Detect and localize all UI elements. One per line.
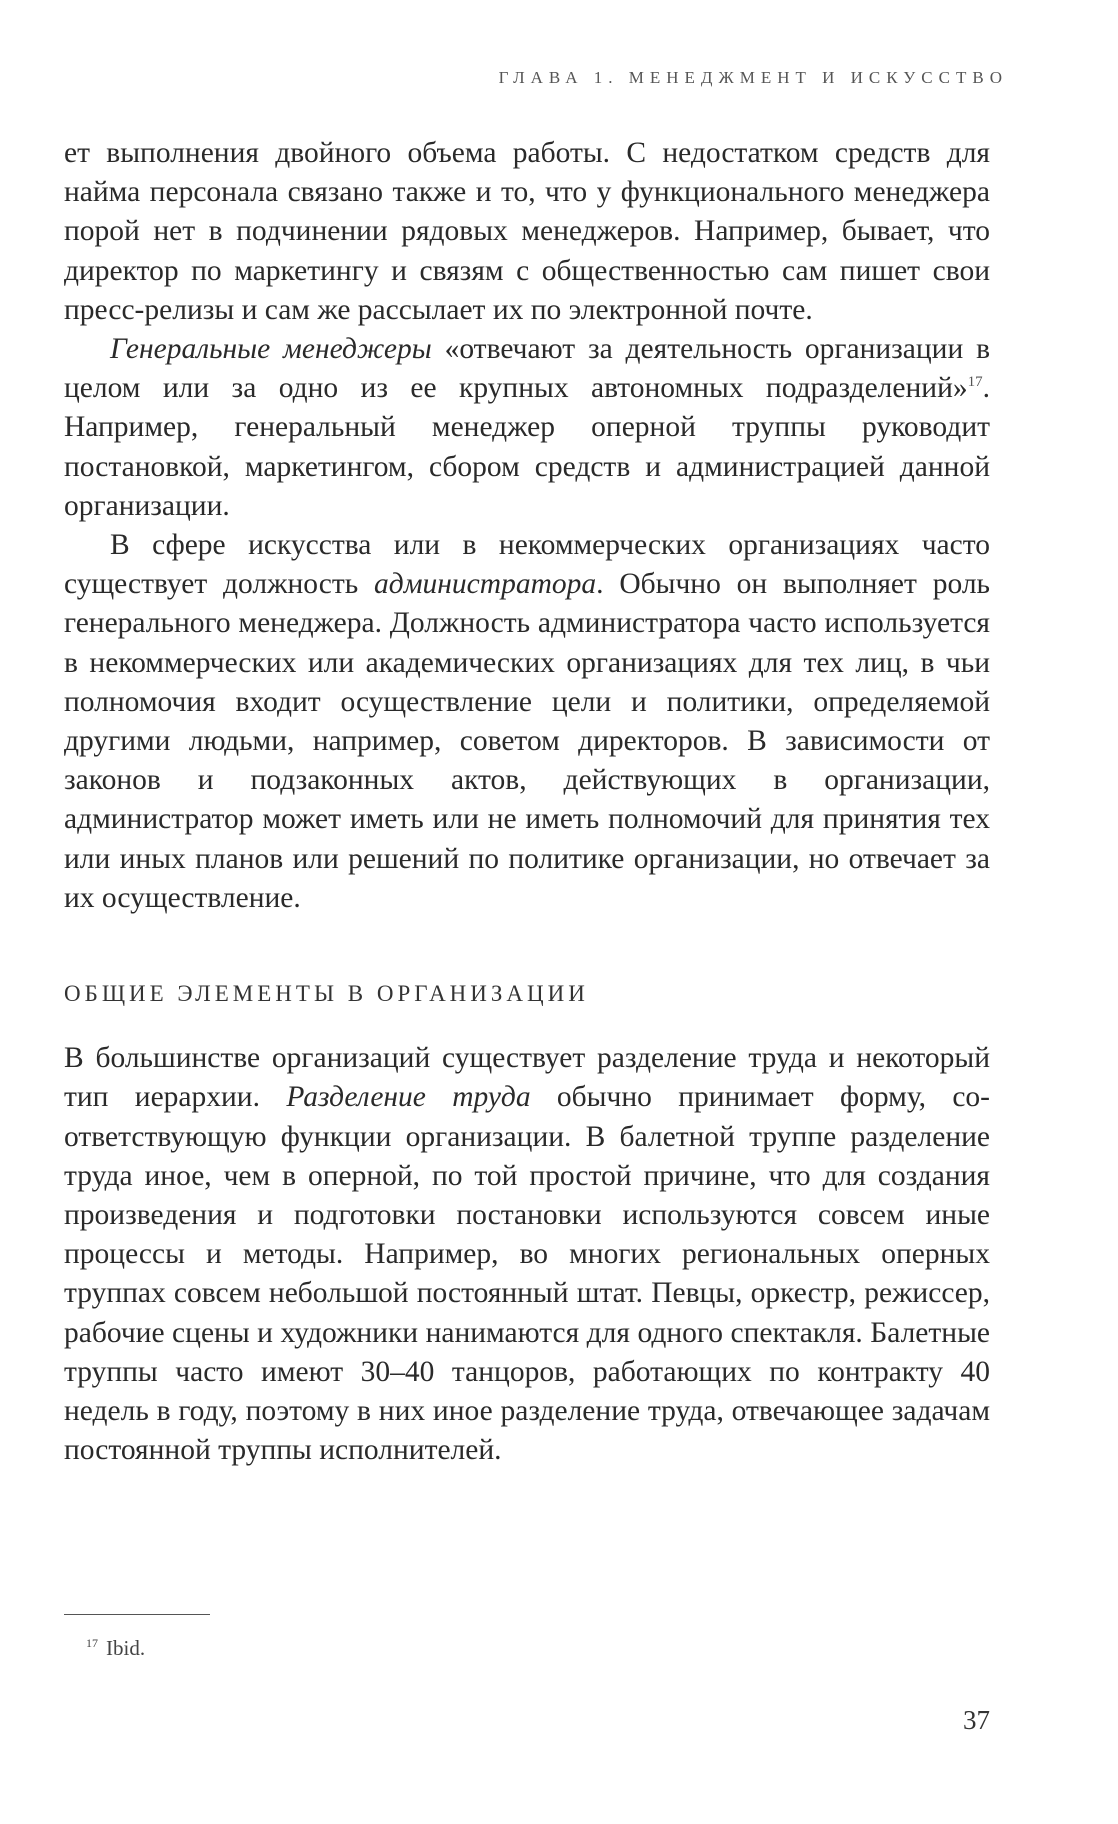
footnote-17 [86,1636,145,1661]
section-heading: ОБЩИЕ ЭЛЕМЕНТЫ В ОРГАНИЗАЦИИ [64,981,589,1007]
footnote-divider [64,1614,210,1615]
footnote-number: 17 [86,1636,98,1650]
paragraph-4-text-a: В большинстве организаций существует разделение труда и некоторый тип иерархии. [64,1042,990,1114]
paragraph-4-text-b: обычно принимает форму, соответствующую функции организации. В балетной труппе разделение труда иное, чем в оперной, по той простой причине, что для создания произведения и подготовки постановки используются совсем иные процессы и методы. Например, во многих региональных оперных труппах совсем небольшой постоянный штат. Певцы, оркестр, режиссер, рабочие сцены и художники нанимаются для одного спектакля. Балетные труппы часто имеют 30–40 танцоров, работающих по контракту 40 недель в году, поэтому в них иное разделение труда, отвечающее задачам постоянной труппы исполнителей. [64,1081,990,1467]
paragraph-3 [64,526,990,918]
page-number: 37 [963,1705,990,1735]
term-general-managers: Генеральные менеджеры [110,333,432,366]
term-administrator: администратора [374,568,597,601]
paragraph-4 [64,1039,990,1470]
paragraph-1 [64,134,990,330]
footnote-ref-17[interactable]: 17 [967,374,983,391]
paragraph-3-text-b: . Обычно он выполняет роль генерального менеджера. Должность администратора часто используется в некоммерческих или академических организациях для тех лиц, в чьи полномочия входит осуществление цели и политики, определяемой другими людьми, например, советом директоров. В зависимости от законов и подзаконных актов, действующих в организации, администратор может иметь или не иметь полномочий для принятия тех или иных планов или решений по политике организации, но отвечает за их осуществление. [64,568,991,914]
paragraph-2-text-b: . Например, генеральный менеджер оперной труппы руководит постановкой, маркетингом, сбором средств и администрацией данной организации. [64,372,990,522]
paragraph-3-text-a: В сфере искусства или в некоммерческих организациях часто существует должность [64,529,990,601]
paragraph-2-text-a: «отвечают за деятельность организации в целом или за одно из ее крупных автономных подразделений» [64,333,990,405]
body-text [64,134,990,1471]
paragraph-1-text: ет выполнения двойного объема работы. С недостатком средств для найма персонала связано также и то, что у функционального менеджера порой нет в подчинении рядовых менеджеров. Например, бывает, что директор по маркетингу и связям с общественностью сам пишет свои пресс-релизы и сам же рассылает их по электронной почте. [64,137,990,326]
running-head: ГЛАВА 1. МЕНЕДЖМЕНТ И ИСКУССТВО [498,68,1008,87]
term-division-of-labor: Разделение труда [286,1081,531,1114]
footnote-text: Ibid. [106,1636,146,1660]
paragraph-2 [64,330,990,526]
